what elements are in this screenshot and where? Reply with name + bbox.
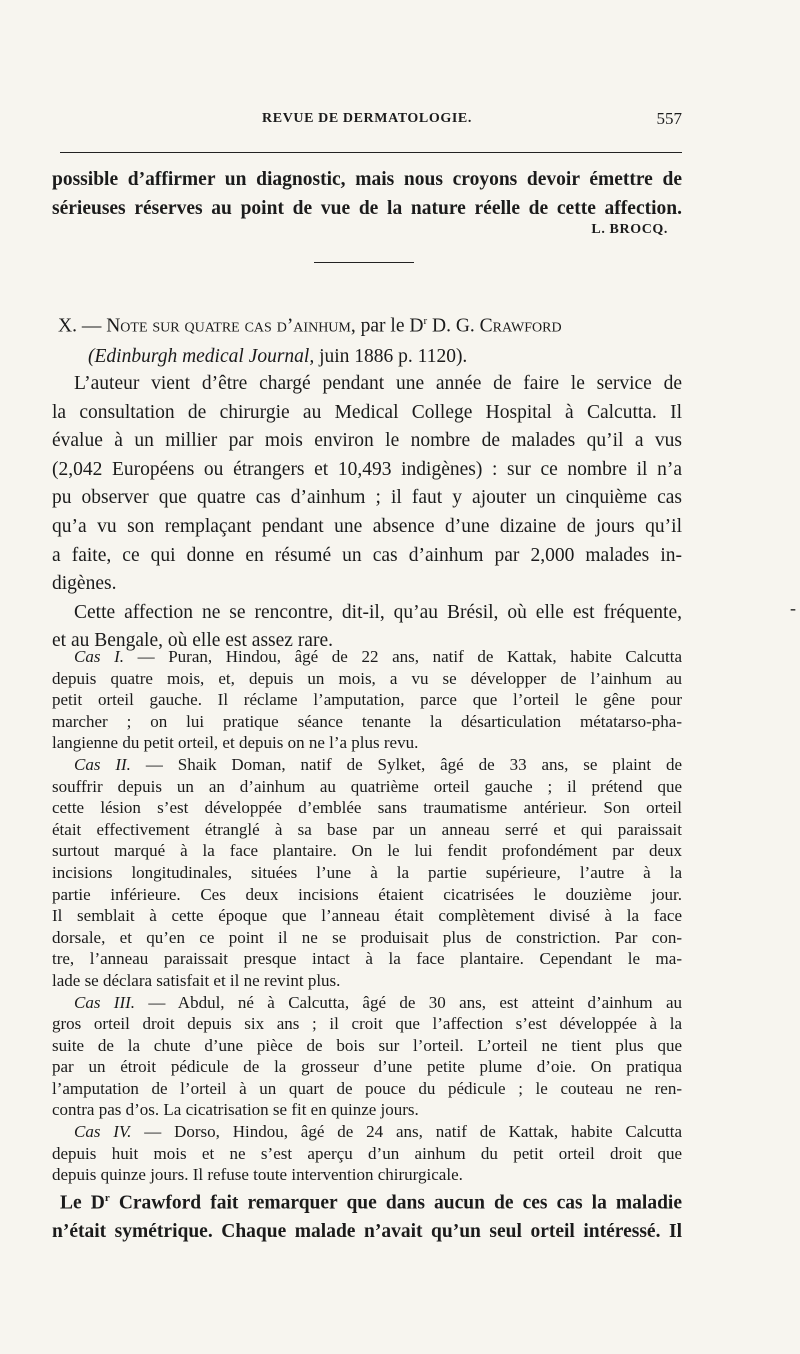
case-line <box>52 840 682 862</box>
section-initials: D. G. <box>431 315 475 337</box>
case-text: — Abdul, né à Calcutta, âgé de 30 ans, est atteint d’ainhum au <box>135 992 682 1012</box>
text-line <box>52 1184 682 1218</box>
case-line <box>52 905 682 927</box>
case-line <box>52 711 682 733</box>
text-line: possible d’affirmer un diagnostic, mais nous croyons devoir émettre de <box>52 169 682 190</box>
case-line <box>52 1143 682 1165</box>
case-label: Cas II. <box>74 754 131 774</box>
case-line <box>52 689 682 711</box>
case-line <box>52 819 682 841</box>
case-text: par un étroit pédicule de la grosseur d’une petite plume d’oie. On pratiqua <box>52 1057 682 1077</box>
case-label: Cas IV. <box>74 1122 132 1142</box>
case-label: Cas I. <box>74 647 124 666</box>
section-heading <box>58 306 688 372</box>
text-line: Cette affection ne se rencontre, dit-il, qu’au Brésil, où elle est fréquente, <box>74 601 682 623</box>
case-line <box>52 992 682 1014</box>
header-rule <box>60 152 682 153</box>
case-text: était effectivement étranglé à sa base par un anneau serré et qui paraissait <box>52 819 682 839</box>
case-line <box>52 1013 682 1035</box>
case-text: marcher ; on lui pratique séance tenante la désarticulation métatarso-pha- <box>52 711 682 731</box>
text-line: qu’a vu son remplaçant pendant une absence d’une dizaine de jours qu’il <box>52 515 682 537</box>
running-head <box>52 111 682 131</box>
case-text: l’amputation de l’orteil à un quart de pouce du pédicule ; le couteau ne ren- <box>52 1078 682 1098</box>
signature: L. BROCQ. <box>591 222 668 237</box>
section-title-by: par le D <box>360 315 424 337</box>
text-line: pu observer que quatre cas d’ainhum ; il faut y ajouter un cinquième cas <box>52 487 682 509</box>
case-text: surtout marqué à la face plantaire. On le lui fendit profondément par deux <box>52 841 682 861</box>
journal-name: (Edinburgh medical Journal, <box>88 345 315 367</box>
text-line: et au Bengale, où elle est assez rare. <box>52 630 333 652</box>
case-text: cette lésion s’est développée d’emblée sans traumatisme antérieur. Son orteil <box>52 798 682 818</box>
case-text: incisions longitudinales, situées l’une à la partie supérieure, l’autre à la <box>52 862 682 882</box>
cases-block <box>52 646 682 1186</box>
case-text: partie inférieure. Ces deux incisions étaient cicatrisées le douzième jour. <box>52 884 682 904</box>
case-text: gros orteil droit depuis six ans ; il croit que l’affection s’est développée à la <box>52 1014 682 1034</box>
case-text: petit orteil gauche. Il réclame l’amputation, parce que l’orteil le gêne pour <box>52 690 682 710</box>
case-label: Cas III. <box>74 992 136 1012</box>
case-text: langienne du petit orteil, et depuis on ne l’a plus revu. <box>52 733 419 753</box>
journal-date: juin 1886 p. 1120). <box>319 345 468 367</box>
section-title: Note sur quatre cas d’ainhum, <box>106 315 356 337</box>
case-line <box>52 776 682 798</box>
case-text: — Puran, Hindou, âgé de 22 ans, natif de Kattak, habite Calcutta <box>123 647 682 666</box>
text-line: a faite, ce qui donne en résumé un cas d’ainhum par 2,000 malades in- <box>52 544 682 566</box>
case-line <box>52 1099 682 1121</box>
text-fragment: Le D <box>60 1192 105 1214</box>
running-title: REVUE DE DERMATOLOGIE. <box>262 111 472 126</box>
case-text: depuis quatre mois, et, depuis un mois, a vu se développer de l’ainhum au <box>52 668 682 688</box>
body-paragraph-2 <box>52 1184 682 1247</box>
case-line <box>52 1164 682 1186</box>
body-paragraph-1 <box>52 370 682 656</box>
case-line <box>52 970 682 992</box>
case-text: Il semblait à cette époque que l’anneau était complètement divisé à la face <box>52 906 682 926</box>
text-line: sérieuses réserves au point de vue de la nature réelle de cette affection. <box>52 197 682 219</box>
text-fragment: Crawford fait remarquer que dans aucun de ces cas la maladie <box>109 1192 683 1214</box>
case-line <box>52 884 682 906</box>
case-line <box>52 862 682 884</box>
case-line <box>52 668 682 690</box>
case-line <box>52 948 682 970</box>
case-line <box>52 797 682 819</box>
case-text: tre, l’anneau paraissait presque intact à la face plantaire. Cependant le ma- <box>52 949 682 969</box>
case-text: — Shaik Doman, natif de Sylket, âgé de 33 ans, se plaint de <box>130 754 682 774</box>
section-title-sup: r <box>423 315 428 327</box>
text-line: (2,042 Européens ou étrangers et 10,493 indigènes) : sur ce nombre il n’a <box>52 458 682 480</box>
case-text: dorsale, et qu’en ce point il ne se produisait plus de constriction. Par con- <box>52 927 682 947</box>
margin-mark: - <box>790 598 796 618</box>
case-text: suite de la chute d’une pièce de bois sur l’orteil. L’orteil ne tient plus que <box>52 1035 682 1055</box>
case-line <box>52 754 682 776</box>
text-line: L’auteur vient d’être chargé pendant une année de faire le service de <box>74 373 682 394</box>
page-number: 557 <box>656 109 682 128</box>
case-text: depuis quinze jours. Il refuse toute intervention chirurgicale. <box>52 1165 463 1185</box>
case-text: depuis huit mois et ne s’est aperçu d’un ainhum du petit orteil droit que <box>52 1143 682 1163</box>
text-line: n’était symétrique. Chaque malade n’avait qu’un seul orteil intéressé. Il <box>52 1221 682 1243</box>
section-separator <box>314 262 414 263</box>
text-line: évalue à un millier par mois environ le nombre de malades qu’il a vus <box>52 430 682 452</box>
superscript: r <box>104 1192 110 1204</box>
section-author: Crawford <box>479 315 562 337</box>
case-text: lade se déclara satisfait et il ne revint plus. <box>52 970 341 990</box>
case-line <box>52 1121 682 1143</box>
case-line <box>52 927 682 949</box>
case-line <box>52 732 682 754</box>
text-line: digènes. <box>52 573 117 595</box>
case-line <box>52 646 682 668</box>
case-line <box>52 1078 682 1100</box>
case-text: souffrir depuis un an d’ainhum au quatrième orteil gauche ; il prétend que <box>52 776 682 796</box>
section-number: X. — <box>58 315 102 337</box>
case-text: — Dorso, Hindou, âgé de 24 ans, natif de Kattak, habite Calcutta <box>131 1122 683 1142</box>
case-line <box>52 1056 682 1078</box>
intro-paragraph <box>52 166 682 223</box>
case-text: contra pas d’os. La cicatrisation se fit en quinze jours. <box>52 1100 419 1120</box>
case-line <box>52 1035 682 1057</box>
text-line: la consultation de chirurgie au Medical College Hospital à Calcutta. Il <box>52 401 682 423</box>
